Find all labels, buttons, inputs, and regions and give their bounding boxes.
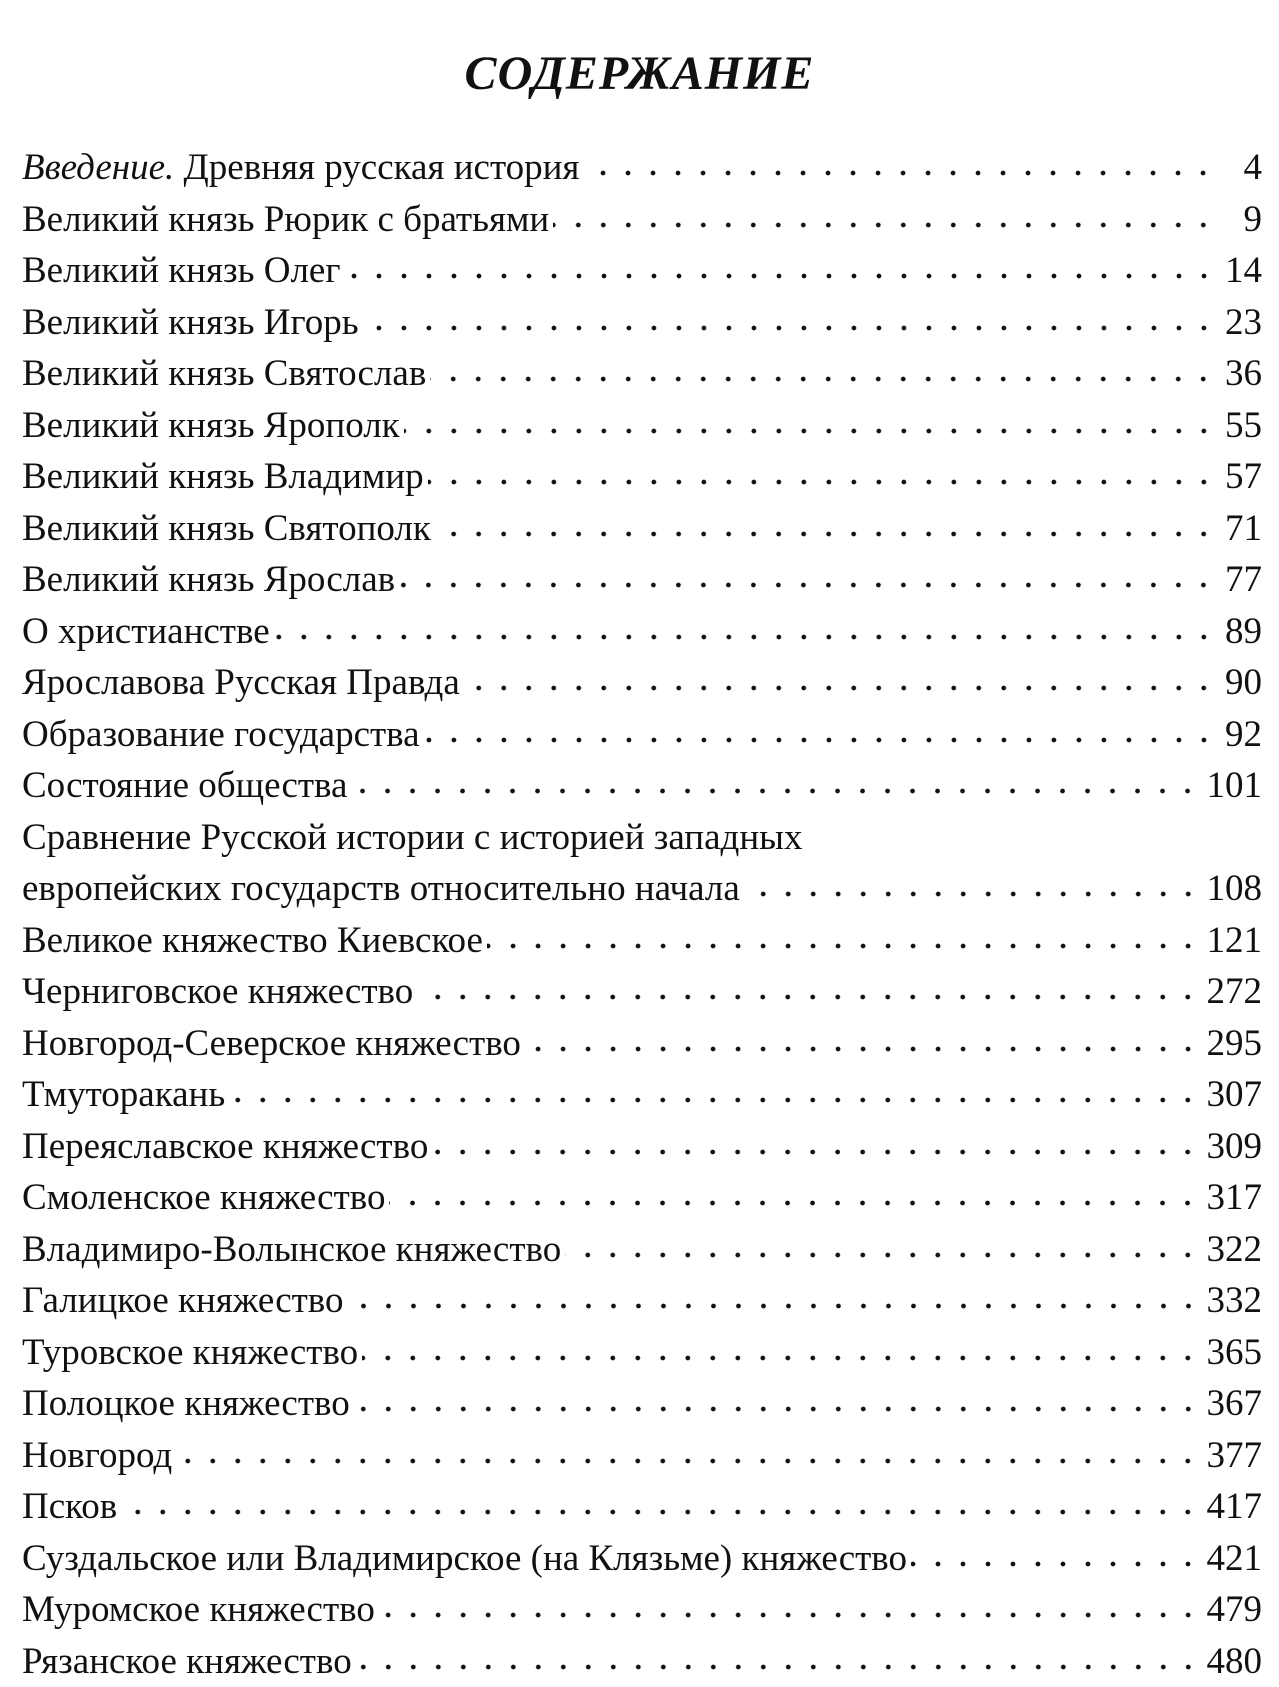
toc-entry-title: Великий князь Олег [22, 245, 341, 297]
dot-leader [404, 425, 1216, 437]
toc-entry[interactable] [22, 1327, 1262, 1379]
dot-leader [274, 631, 1216, 643]
toc-entry[interactable] [22, 245, 1262, 297]
toc-entry-title: Великий князь Рюрик с братьями [22, 194, 549, 246]
dot-leader [176, 1455, 1200, 1467]
dot-leader [399, 579, 1216, 591]
toc-entry[interactable] [22, 1533, 1262, 1585]
dot-leader [565, 1249, 1200, 1261]
dot-leader [435, 528, 1216, 540]
toc-page-number: 14 [1222, 245, 1262, 297]
toc-entry[interactable] [22, 709, 1262, 761]
toc-entry[interactable] [22, 1430, 1262, 1482]
toc-entry[interactable] [22, 1172, 1262, 1224]
toc-entry-title: О христианстве [22, 606, 270, 658]
dot-leader [121, 1506, 1200, 1518]
toc-entry-title [22, 142, 579, 194]
toc-page-number: 272 [1207, 966, 1263, 1018]
toc-entry-title: Полоцкое княжество [22, 1378, 350, 1430]
toc-entry-text: Древняя русская история [174, 147, 579, 188]
toc-page-number: 101 [1207, 760, 1263, 812]
toc-entry-title: Туровское княжество [22, 1327, 358, 1379]
toc-page-number: 332 [1207, 1275, 1263, 1327]
dot-leader [351, 785, 1200, 797]
toc-page-number: 309 [1207, 1121, 1263, 1173]
toc-page-number: 317 [1207, 1172, 1263, 1224]
toc-entry[interactable] [22, 400, 1262, 452]
toc-page-number: 295 [1207, 1018, 1263, 1070]
toc-entry-title: Галицкое княжество [22, 1275, 344, 1327]
toc-entry[interactable] [22, 1069, 1262, 1121]
toc-entry[interactable] [22, 1584, 1262, 1636]
toc-page-number: 9 [1222, 194, 1262, 246]
toc-page-number: 77 [1222, 554, 1262, 606]
dot-leader [432, 1146, 1200, 1158]
dot-leader [583, 167, 1216, 179]
dot-leader [417, 991, 1200, 1003]
toc-entry-title: Смоленское княжество [22, 1172, 385, 1224]
toc-entry[interactable] [22, 1275, 1262, 1327]
toc-entry[interactable] [22, 657, 1262, 709]
toc-page-number: 367 [1207, 1378, 1263, 1430]
toc-page-number: 55 [1222, 400, 1262, 452]
toc-entry-title: Новгород [22, 1430, 172, 1482]
dot-leader [379, 1609, 1201, 1621]
toc-entry[interactable] [22, 297, 1262, 349]
toc-entry-title: Муромское княжество [22, 1584, 375, 1636]
toc-entry-title: Переяславское княжество [22, 1121, 428, 1173]
toc-page-number: 322 [1207, 1224, 1263, 1276]
dot-leader [424, 734, 1216, 746]
toc-entry-title: Сравнение Русской истории с историей западных [22, 812, 803, 864]
dot-leader [345, 270, 1216, 282]
toc-entry[interactable] [22, 1378, 1262, 1430]
dot-leader [464, 682, 1216, 694]
toc-entry[interactable] [22, 966, 1262, 1018]
toc-page-number: 479 [1207, 1584, 1263, 1636]
dot-leader [362, 1352, 1200, 1364]
toc-entry[interactable] [22, 554, 1262, 606]
toc-entry-title: Черниговское княжество [22, 966, 413, 1018]
toc-entry[interactable] [22, 503, 1262, 555]
toc-entry-title: Великий князь Святослав [22, 348, 426, 400]
toc-page-number: 71 [1222, 503, 1262, 555]
toc-entry-title: Великий князь Владимир [22, 451, 424, 503]
dot-leader [525, 1043, 1201, 1055]
dot-leader [389, 1197, 1200, 1209]
toc-page-number: 89 [1222, 606, 1262, 658]
toc-list [22, 142, 1262, 1687]
toc-entry-title: Великое княжество Киевское [22, 915, 483, 967]
toc-entry[interactable] [22, 1224, 1262, 1276]
toc-page-number: 307 [1207, 1069, 1263, 1121]
toc-page-number: 4 [1222, 142, 1262, 194]
dot-leader [911, 1558, 1200, 1570]
toc-entry-title: Тмуторакань [22, 1069, 225, 1121]
dot-leader [363, 322, 1216, 334]
toc-entry[interactable] [22, 194, 1262, 246]
toc-page-number: 365 [1207, 1327, 1263, 1379]
toc-entry-title: Великий князь Игорь [22, 297, 359, 349]
toc-entry[interactable] [22, 1018, 1262, 1070]
toc-page-number: 421 [1207, 1533, 1263, 1585]
toc-entry[interactable] [22, 348, 1262, 400]
toc-entry-title: Состояние общества [22, 760, 347, 812]
toc-entry-title: Псков [22, 1481, 117, 1533]
toc-page-number: 90 [1222, 657, 1262, 709]
toc-entry-title: Суздальское или Владимирское (на Клязьме) княжество [22, 1533, 907, 1585]
dot-leader [744, 888, 1201, 900]
dot-leader [487, 940, 1201, 952]
toc-page-number: 417 [1207, 1481, 1263, 1533]
dot-leader [428, 476, 1216, 488]
dot-leader [229, 1094, 1200, 1106]
toc-entry-prefix: Введение. [22, 147, 174, 188]
toc-page-number: 121 [1207, 915, 1263, 967]
page-title: СОДЕРЖАНИЕ [0, 44, 1279, 104]
toc-entry-title: Великий князь Ярополк [22, 400, 400, 452]
toc-entry[interactable] [22, 606, 1262, 658]
toc-entry-title: Образование государства [22, 709, 420, 761]
dot-leader [348, 1300, 1201, 1312]
dot-leader [553, 219, 1216, 231]
toc-entry-title: Владимиро-Волынское княжество [22, 1224, 561, 1276]
toc-entry-title-continued: европейских государств относительно начала [22, 863, 740, 915]
toc-entry[interactable] [22, 142, 1262, 194]
toc-entry-title: Великий князь Святополк [22, 503, 431, 555]
toc-page-number: 92 [1222, 709, 1262, 761]
toc-page-number: 57 [1222, 451, 1262, 503]
toc-entry-title: Великий князь Ярослав [22, 554, 395, 606]
toc-entry[interactable] [22, 812, 1262, 915]
toc-entry[interactable] [22, 1636, 1262, 1687]
dot-leader [354, 1403, 1201, 1415]
toc-entry[interactable] [22, 1121, 1262, 1173]
dot-leader [430, 373, 1216, 385]
toc-page-number: 23 [1222, 297, 1262, 349]
toc-page-number: 480 [1207, 1636, 1263, 1687]
toc-entry-title: Новгород-Северское княжество [22, 1018, 521, 1070]
toc-page-number: 377 [1207, 1430, 1263, 1482]
toc-entry[interactable] [22, 760, 1262, 812]
toc-page-number: 108 [1207, 863, 1263, 915]
toc-entry[interactable] [22, 915, 1262, 967]
toc-page-number: 36 [1222, 348, 1262, 400]
toc-entry[interactable] [22, 451, 1262, 503]
toc-entry[interactable] [22, 1481, 1262, 1533]
toc-entry-title: Рязанское княжество [22, 1636, 352, 1687]
toc-entry-title: Ярославова Русская Правда [22, 657, 460, 709]
